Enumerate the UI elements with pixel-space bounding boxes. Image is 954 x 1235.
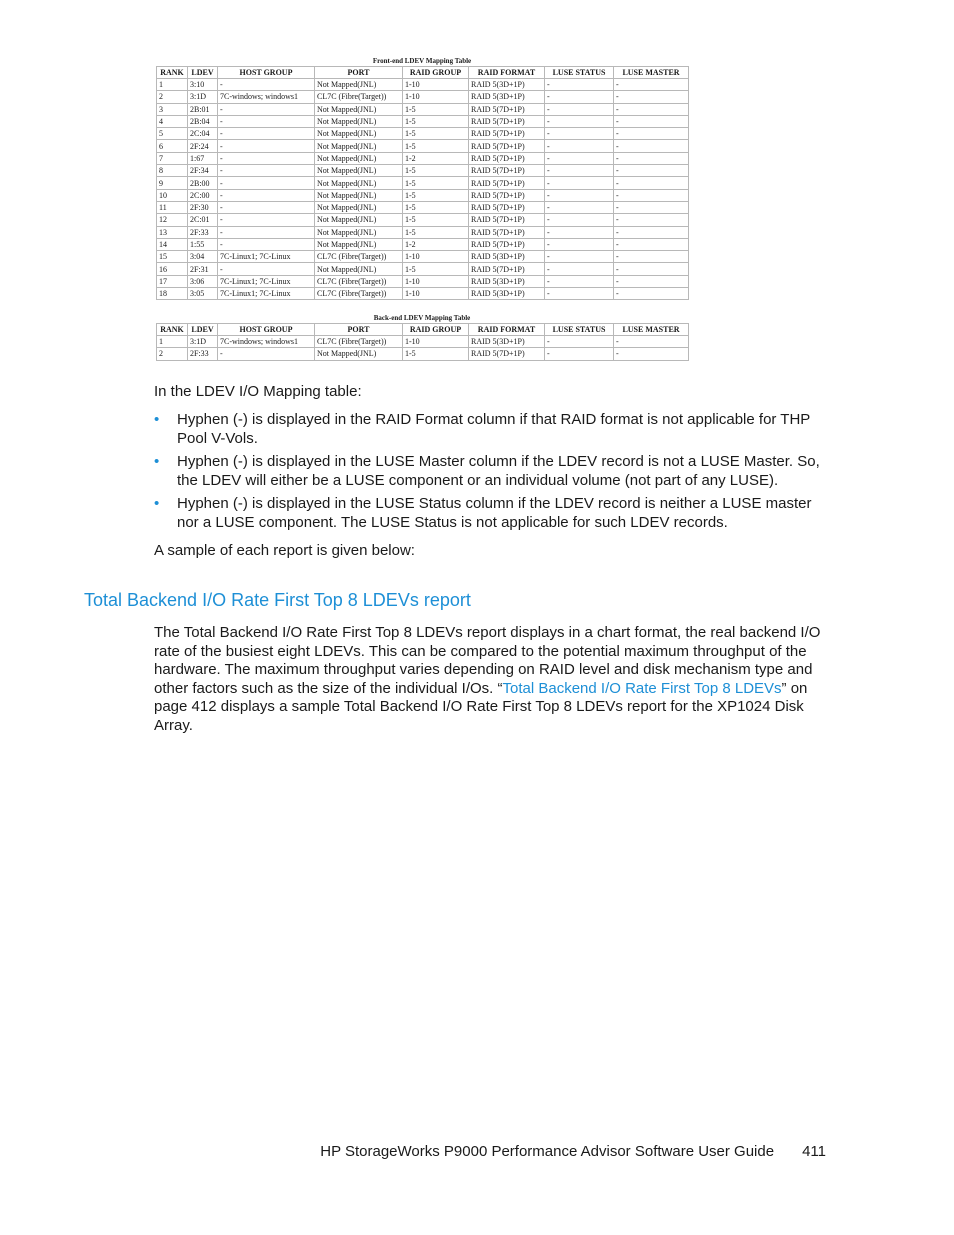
body-paragraph	[154, 624, 834, 736]
column-header: RAID FORMAT	[469, 67, 545, 79]
table-header-row	[157, 67, 689, 79]
table-cell: -	[218, 201, 315, 213]
table-cell: -	[545, 201, 614, 213]
table-row	[157, 238, 689, 250]
table-cell: RAID 5(7D+1P)	[469, 140, 545, 152]
table-cell: 7C-windows; windows1	[218, 336, 315, 348]
table-row	[157, 201, 689, 213]
list-item	[154, 453, 834, 490]
table-cell: RAID 5(7D+1P)	[469, 226, 545, 238]
column-header: PORT	[315, 67, 403, 79]
table-cell: -	[614, 177, 689, 189]
column-header: LUSE MASTER	[614, 67, 689, 79]
table-cell: -	[545, 263, 614, 275]
table-cell: -	[545, 226, 614, 238]
table-cell: 1-10	[403, 79, 469, 91]
table-cell: 1-2	[403, 152, 469, 164]
table-cell: 18	[157, 288, 188, 300]
table-cell: 1-10	[403, 91, 469, 103]
table-cell: RAID 5(3D+1P)	[469, 251, 545, 263]
list-item	[154, 495, 834, 532]
table-cell: 2	[157, 348, 188, 360]
table-cell: 8	[157, 165, 188, 177]
table-cell: -	[614, 201, 689, 213]
front-end-mapping-figure	[156, 57, 688, 300]
table-cell: -	[614, 140, 689, 152]
table-cell: 1-5	[403, 103, 469, 115]
table-row	[157, 275, 689, 287]
table-cell: 1-2	[403, 238, 469, 250]
table-cell: 6	[157, 140, 188, 152]
table-cell: 1	[157, 336, 188, 348]
table-row	[157, 165, 689, 177]
table-cell: -	[218, 238, 315, 250]
bullet-text: Hyphen (-) is displayed in the RAID Format column if that RAID format is not applicable for THP Pool V-Vols.	[177, 411, 811, 447]
table-cell: 2C:04	[188, 128, 218, 140]
table-cell: Not Mapped(JNL)	[315, 177, 403, 189]
table-cell: 7	[157, 152, 188, 164]
table-cell: 1-10	[403, 336, 469, 348]
table-cell: 1-5	[403, 177, 469, 189]
intro-text: In the LDEV I/O Mapping table:	[154, 383, 362, 400]
table-cell: -	[218, 140, 315, 152]
table-cell: Not Mapped(JNL)	[315, 79, 403, 91]
table-cell: 1-5	[403, 128, 469, 140]
table-cell: -	[614, 189, 689, 201]
table-cell: -	[545, 189, 614, 201]
list-item	[154, 411, 834, 448]
bullet-text: Hyphen (-) is displayed in the LUSE Status column if the LDEV record is neither a LUSE master nor a LUSE component. The LUSE Status is not applicable for such LDEV records.	[177, 495, 812, 531]
column-header: LDEV	[188, 67, 218, 79]
table-cell: 7C-Linux1; 7C-Linux	[218, 288, 315, 300]
back-end-ldev-mapping-table	[156, 323, 689, 361]
table-cell: CL7C (Fibre(Target))	[315, 275, 403, 287]
front-end-table-title: Front-end LDEV Mapping Table	[372, 57, 472, 65]
table-cell: 1-10	[403, 275, 469, 287]
table-cell: -	[545, 288, 614, 300]
section-heading: Total Backend I/O Rate First Top 8 LDEVs report	[84, 590, 471, 610]
table-cell: 2	[157, 91, 188, 103]
table-row	[157, 251, 689, 263]
table-row	[157, 115, 689, 127]
column-header: LUSE STATUS	[545, 67, 614, 79]
table-cell: 3:05	[188, 288, 218, 300]
table-cell: -	[614, 348, 689, 360]
table-cell: 1-5	[403, 214, 469, 226]
table-cell: 1-5	[403, 165, 469, 177]
table-cell: Not Mapped(JNL)	[315, 263, 403, 275]
table-cell: -	[218, 226, 315, 238]
table-cell: Not Mapped(JNL)	[315, 238, 403, 250]
table-cell: RAID 5(3D+1P)	[469, 288, 545, 300]
table-cell: -	[218, 348, 315, 360]
table-cell: 1-5	[403, 189, 469, 201]
table-cell: RAID 5(7D+1P)	[469, 263, 545, 275]
front-end-ldev-mapping-table	[156, 66, 689, 300]
table-cell: -	[218, 214, 315, 226]
table-cell: Not Mapped(JNL)	[315, 348, 403, 360]
table-cell: -	[545, 79, 614, 91]
table-cell: -	[218, 165, 315, 177]
table-cell: Not Mapped(JNL)	[315, 165, 403, 177]
table-cell: 1-5	[403, 115, 469, 127]
column-header: RAID FORMAT	[469, 324, 545, 336]
table-cell: 2F:31	[188, 263, 218, 275]
table-cell: -	[218, 115, 315, 127]
table-cell: 7C-windows; windows1	[218, 91, 315, 103]
table-cell: RAID 5(7D+1P)	[469, 115, 545, 127]
table-cell: 1:55	[188, 238, 218, 250]
table-cell: 1-5	[403, 140, 469, 152]
table-cell: 13	[157, 226, 188, 238]
table-cell: RAID 5(7D+1P)	[469, 214, 545, 226]
table-cell: -	[614, 275, 689, 287]
table-cell: RAID 5(3D+1P)	[469, 79, 545, 91]
column-header: PORT	[315, 324, 403, 336]
table-cell: 15	[157, 251, 188, 263]
table-cell: -	[614, 251, 689, 263]
table-cell: 7C-Linux1; 7C-Linux	[218, 251, 315, 263]
column-header: LUSE STATUS	[545, 324, 614, 336]
bullet-icon: •	[154, 453, 160, 471]
table-cell: 2B:01	[188, 103, 218, 115]
body-text: ” on page 412 displays a sample Total Backend I/O Rate First Top 8 LDEVs report for the XP1024 Disk Array.	[154, 679, 808, 734]
footer-title: HP StorageWorks P9000 Performance Advisor Software User Guide	[320, 1143, 775, 1160]
table-cell: CL7C (Fibre(Target))	[315, 336, 403, 348]
table-cell: 12	[157, 214, 188, 226]
table-row	[157, 152, 689, 164]
table-cell: 10	[157, 189, 188, 201]
table-row	[157, 226, 689, 238]
table-cell: 2F:24	[188, 140, 218, 152]
table-cell: -	[614, 165, 689, 177]
table-cell: 1-10	[403, 288, 469, 300]
table-cell: -	[545, 336, 614, 348]
table-cell: Not Mapped(JNL)	[315, 201, 403, 213]
table-cell: CL7C (Fibre(Target))	[315, 91, 403, 103]
table-cell: 17	[157, 275, 188, 287]
table-cell: CL7C (Fibre(Target))	[315, 251, 403, 263]
table-cell: -	[614, 103, 689, 115]
table-row	[157, 103, 689, 115]
table-cell: 2C:01	[188, 214, 218, 226]
table-row	[157, 140, 689, 152]
table-cell: 1-5	[403, 201, 469, 213]
bullet-list	[154, 411, 834, 533]
column-header: HOST GROUP	[218, 324, 315, 336]
table-row	[157, 288, 689, 300]
table-row	[157, 348, 689, 360]
table-cell: 7C-Linux1; 7C-Linux	[218, 275, 315, 287]
table-cell: 3:10	[188, 79, 218, 91]
table-row	[157, 263, 689, 275]
table-cell: -	[218, 263, 315, 275]
table-cell: Not Mapped(JNL)	[315, 115, 403, 127]
table-cell: -	[545, 251, 614, 263]
table-cell: 1:67	[188, 152, 218, 164]
table-cell: 14	[157, 238, 188, 250]
table-cell: Not Mapped(JNL)	[315, 189, 403, 201]
body-text: The Total Backend I/O Rate First Top 8 LDEVs report displays in a chart format, the real backend I/O rate of the busiest eight LDEVs. This can be compared to the potential maximum throughput of the hardware. The maximum throughput varies depending on RAID level and disk mechanism type and other factors such as the size of the individual I/Os. “	[154, 624, 821, 697]
table-cell: -	[545, 165, 614, 177]
table-cell: 2F:30	[188, 201, 218, 213]
column-header: RANK	[157, 324, 188, 336]
table-cell: 3:06	[188, 275, 218, 287]
table-cell: RAID 5(7D+1P)	[469, 103, 545, 115]
table-cell: -	[545, 214, 614, 226]
table-cell: 9	[157, 177, 188, 189]
table-cell: -	[614, 263, 689, 275]
table-cell: Not Mapped(JNL)	[315, 103, 403, 115]
table-cell: 2B:00	[188, 177, 218, 189]
table-cell: CL7C (Fibre(Target))	[315, 288, 403, 300]
column-header: HOST GROUP	[218, 67, 315, 79]
table-cell: -	[545, 91, 614, 103]
table-row	[157, 79, 689, 91]
table-cell: 2B:04	[188, 115, 218, 127]
table-cell: RAID 5(7D+1P)	[469, 128, 545, 140]
table-cell: 1-5	[403, 226, 469, 238]
table-cell: -	[614, 226, 689, 238]
table-cell: RAID 5(3D+1P)	[469, 336, 545, 348]
table-cell: -	[545, 140, 614, 152]
bullet-icon: •	[154, 411, 160, 428]
table-cell: -	[545, 152, 614, 164]
table-cell: -	[614, 152, 689, 164]
table-cell: RAID 5(7D+1P)	[469, 189, 545, 201]
table-row	[157, 214, 689, 226]
table-cell: -	[545, 275, 614, 287]
table-cell: -	[218, 152, 315, 164]
table-cell: 5	[157, 128, 188, 140]
table-cell: 1	[157, 79, 188, 91]
table-cell: 1-5	[403, 348, 469, 360]
table-cell: 1-5	[403, 263, 469, 275]
table-cell: -	[218, 177, 315, 189]
page-footer	[320, 1143, 826, 1160]
table-cell: -	[545, 103, 614, 115]
table-cell: -	[614, 128, 689, 140]
table-cell: Not Mapped(JNL)	[315, 226, 403, 238]
table-cell: 2C:00	[188, 189, 218, 201]
bullet-icon: •	[154, 495, 160, 513]
table-cell: Not Mapped(JNL)	[315, 140, 403, 152]
table-cell: RAID 5(7D+1P)	[469, 201, 545, 213]
table-header-row	[157, 324, 689, 336]
column-header: RAID GROUP	[403, 324, 469, 336]
table-cell: -	[545, 128, 614, 140]
sample-text: A sample of each report is given below:	[154, 542, 415, 559]
table-cell: Not Mapped(JNL)	[315, 214, 403, 226]
table-cell: -	[545, 348, 614, 360]
cross-reference-link[interactable]: Total Backend I/O Rate First Top 8 LDEVs	[502, 679, 782, 697]
table-cell: -	[614, 238, 689, 250]
table-row	[157, 91, 689, 103]
table-cell: RAID 5(3D+1P)	[469, 91, 545, 103]
table-cell: RAID 5(7D+1P)	[469, 165, 545, 177]
table-cell: -	[614, 214, 689, 226]
table-cell: -	[614, 91, 689, 103]
table-cell: -	[545, 238, 614, 250]
table-cell: -	[545, 177, 614, 189]
table-cell: 16	[157, 263, 188, 275]
column-header: LDEV	[188, 324, 218, 336]
table-row	[157, 177, 689, 189]
table-cell: -	[218, 79, 315, 91]
table-cell: -	[614, 288, 689, 300]
table-cell: 1-10	[403, 251, 469, 263]
table-cell: RAID 5(7D+1P)	[469, 348, 545, 360]
table-row	[157, 336, 689, 348]
page-number: 411	[802, 1143, 826, 1160]
table-cell: 2F:33	[188, 226, 218, 238]
table-cell: 3:04	[188, 251, 218, 263]
table-cell: 3:1D	[188, 91, 218, 103]
table-cell: -	[545, 115, 614, 127]
table-cell: 11	[157, 201, 188, 213]
table-cell: RAID 5(3D+1P)	[469, 275, 545, 287]
table-cell: 3:1D	[188, 336, 218, 348]
back-end-mapping-figure	[156, 314, 688, 361]
table-cell: RAID 5(7D+1P)	[469, 238, 545, 250]
table-cell: RAID 5(7D+1P)	[469, 177, 545, 189]
bullet-text: Hyphen (-) is displayed in the LUSE Master column if the LDEV record is not a LUSE Master. So, the LDEV will either be a LUSE component or an individual volume (not part of any LUSE).	[177, 453, 820, 489]
table-cell: -	[218, 103, 315, 115]
table-cell: -	[218, 189, 315, 201]
table-cell: 3	[157, 103, 188, 115]
table-cell: Not Mapped(JNL)	[315, 128, 403, 140]
column-header: RANK	[157, 67, 188, 79]
column-header: LUSE MASTER	[614, 324, 689, 336]
back-end-table-title: Back-end LDEV Mapping Table	[373, 314, 471, 322]
table-row	[157, 128, 689, 140]
table-row	[157, 189, 689, 201]
table-cell: -	[614, 115, 689, 127]
table-cell: 2F:33	[188, 348, 218, 360]
table-cell: 2F:34	[188, 165, 218, 177]
table-cell: -	[218, 128, 315, 140]
column-header: RAID GROUP	[403, 67, 469, 79]
table-cell: 4	[157, 115, 188, 127]
table-cell: RAID 5(7D+1P)	[469, 152, 545, 164]
table-cell: Not Mapped(JNL)	[315, 152, 403, 164]
table-cell: -	[614, 79, 689, 91]
table-cell: -	[614, 336, 689, 348]
